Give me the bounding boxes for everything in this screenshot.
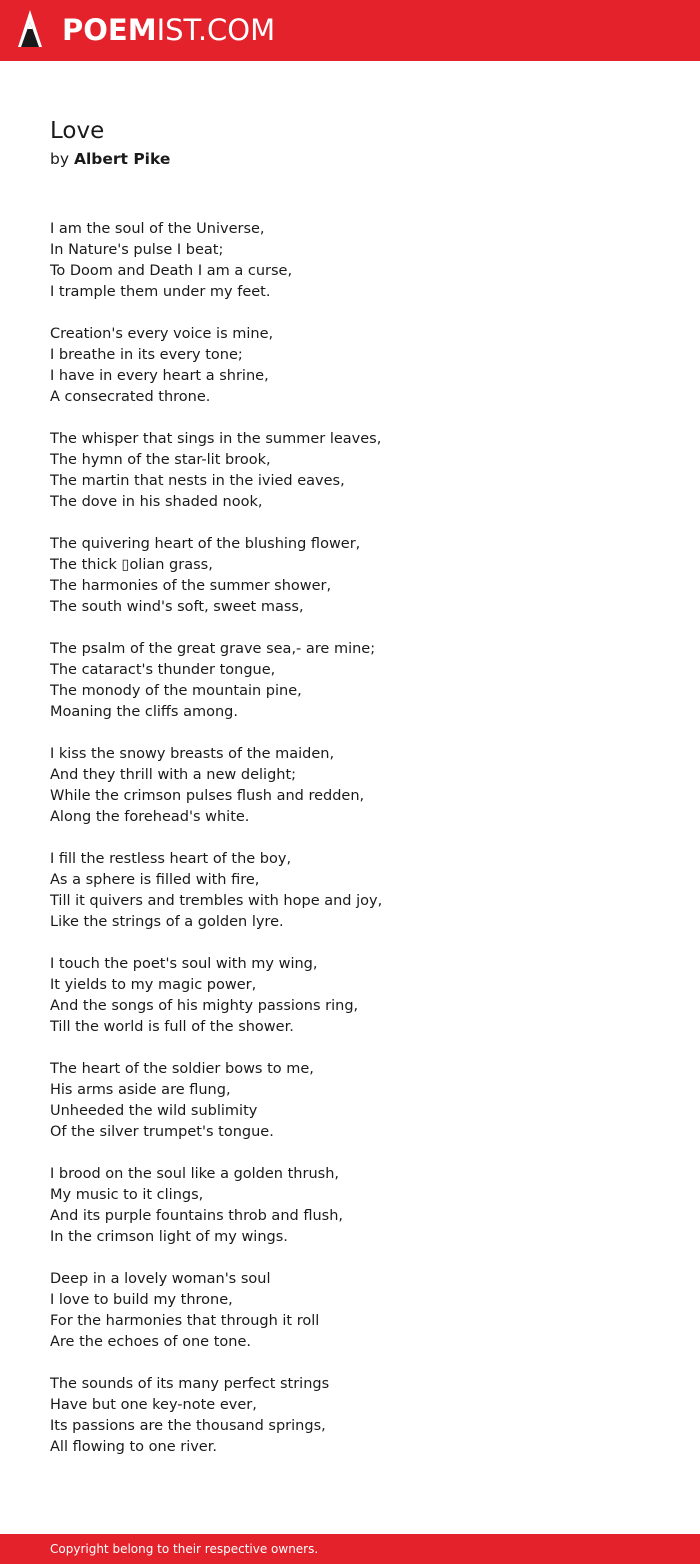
poem-line: Of the silver trumpet's tongue. [50,1124,274,1140]
poem-line: I brood on the soul like a golden thrush, [50,1166,339,1182]
poem-line: Along the forehead's white. [50,809,250,825]
stanza [50,1059,650,1143]
poem-line: The dove in his shaded nook, [50,494,263,510]
poem-body [50,219,650,1479]
poem-line: His arms aside are flung, [50,1082,231,1098]
poem-line: My music to it clings, [50,1187,204,1203]
stanza [50,429,650,513]
poem-line: Moaning the cliffs among. [50,704,238,720]
poem-line: The martin that nests in the ivied eaves, [50,473,345,489]
stanza [50,639,650,723]
stanza [50,1164,650,1248]
stanza [50,849,650,933]
poem-byline [50,149,170,169]
poem-line: And the songs of his mighty passions ring, [50,998,359,1014]
poem-line: As a sphere is filled with fire, [50,872,260,888]
stanza [50,219,650,303]
poem-line: I touch the poet's soul with my wing, [50,956,318,972]
poem-line: A consecrated throne. [50,389,211,405]
stanza [50,1269,650,1353]
poem-line: I am the soul of the Universe, [50,221,265,237]
site-header [0,0,700,61]
poem-line: And its purple fountains throb and flush, [50,1208,343,1224]
poem-line: I have in every heart a shrine, [50,368,269,384]
poem-line: And they thrill with a new delight; [50,767,297,783]
poem-line: Have but one key-note ever, [50,1397,257,1413]
poem-line: For the harmonies that through it roll [50,1313,320,1329]
poem-title: Love [50,118,105,144]
copyright-text: Copyright belong to their respective owners. [50,1542,319,1556]
poem-line: The hymn of the star-lit brook, [50,452,271,468]
poem-line: In the crimson light of my wings. [50,1229,288,1245]
poem-line: To Doom and Death I am a curse, [50,263,293,279]
stanza [50,954,650,1038]
poem-line: Deep in a lovely woman's soul [50,1271,271,1287]
poem-line: The whisper that sings in the summer leaves, [50,431,382,447]
stanza [50,324,650,408]
poem-line: Are the echoes of one tone. [50,1334,251,1350]
poem-line: The south wind's soft, sweet mass, [50,599,304,615]
poem-line: Till it quivers and trembles with hope and joy, [50,893,383,909]
logo-text-light: IST.COM [156,13,276,47]
poem-line: The heart of the soldier bows to me, [50,1061,314,1077]
poem-line: Till the world is full of the shower. [50,1019,294,1035]
poem-line: The psalm of the great grave sea,- are mine; [50,641,376,657]
site-footer [0,1534,700,1564]
author-name: Albert Pike [73,150,171,168]
stanza [50,1374,650,1458]
stanza [50,534,650,618]
by-label: by [50,150,70,168]
poem-line: The sounds of its many perfect strings [50,1376,330,1392]
poem-line: All flowing to one river. [50,1439,217,1455]
poem-line: I breathe in its every tone; [50,347,243,363]
poem-line: While the crimson pulses flush and redden, [50,788,365,804]
poem-line: I kiss the snowy breasts of the maiden, [50,746,335,762]
pencil-logo-icon[interactable] [17,9,43,51]
poem-line: Unheeded the wild sublimity [50,1103,258,1119]
site-logo-link[interactable] [62,12,275,48]
poem-line: The quivering heart of the blushing flower, [50,536,361,552]
poem-line: It yields to my magic power, [50,977,257,993]
poem-line: The monody of the mountain pine, [50,683,302,699]
poem-line: Creation's every voice is mine, [50,326,274,342]
poem-line: In Nature's pulse I beat; [50,242,224,258]
poem-line: Its passions are the thousand springs, [50,1418,326,1434]
logo-text-bold: POEM [62,13,157,47]
poem-line: The thick ▯olian grass, [50,557,213,573]
stanza [50,744,650,828]
poem-line: I fill the restless heart of the boy, [50,851,292,867]
poem-line: I trample them under my feet. [50,284,271,300]
poem-line: I love to build my throne, [50,1292,233,1308]
poem-line: Like the strings of a golden lyre. [50,914,284,930]
poem-line: The cataract's thunder tongue, [50,662,276,678]
poem-line: The harmonies of the summer shower, [50,578,332,594]
